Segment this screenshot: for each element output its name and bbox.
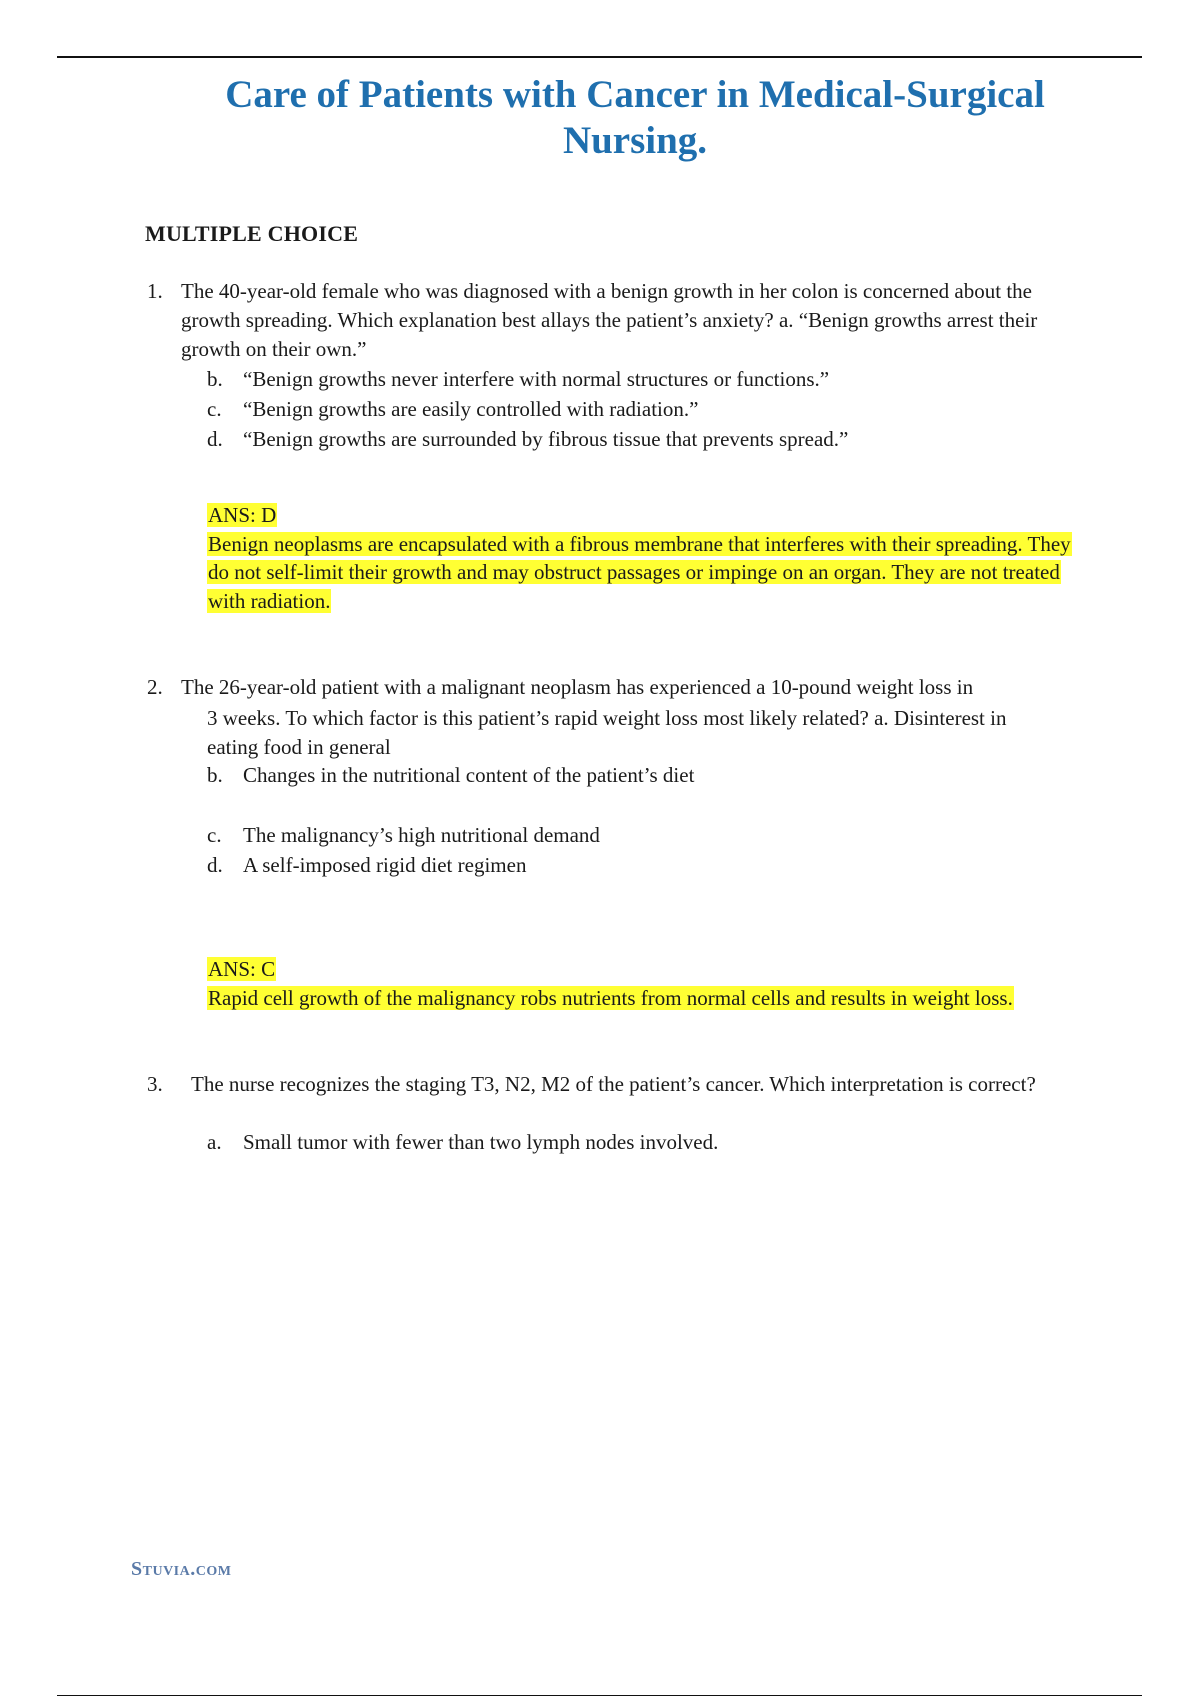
option-text: “Benign growths are easily controlled with radiation.” (243, 397, 699, 421)
answer-rationale: Benign neoplasms are encapsulated with a fibrous membrane that interferes with their spreading. They do not self-limit their growth and may obstruct passages or impinge on an organ. They are not treated with radiation. (208, 531, 1071, 613)
section-heading: MULTIPLE CHOICE (145, 221, 359, 246)
answer-key: ANS: C (208, 957, 276, 981)
option-text: “Benign growths never interfere with normal structures or functions.” (243, 367, 830, 391)
question-number: 3. (147, 1072, 163, 1096)
question-2-answer-block (207, 955, 1087, 1012)
option-text: Small tumor with fewer than two lymph nodes involved. (243, 1130, 719, 1154)
question-1 (147, 277, 1107, 367)
option-letter: c. (207, 397, 222, 421)
bottom-rule (57, 1695, 1142, 1696)
top-rule (57, 56, 1142, 58)
option-letter: b. (207, 367, 223, 391)
question-3 (147, 1070, 1107, 1130)
question-1-answer-block (207, 501, 1087, 615)
answer-key: ANS: D (208, 503, 277, 527)
question-stem-continued: 3 weeks. To which factor is this patient’s rapid weight loss most likely related? a. Disinterest in eating food in general (207, 706, 1007, 759)
stuvia-logo: Stuvia.com (131, 1558, 232, 1580)
option-letter: d. (207, 427, 223, 451)
option-text: Changes in the nutritional content of the patient’s diet (243, 763, 695, 787)
question-2 (147, 673, 1107, 763)
option-text: The malignancy’s high nutritional demand (243, 823, 600, 847)
question-number: 2. (147, 675, 163, 699)
answer-rationale: Rapid cell growth of the malignancy robs nutrients from normal cells and results in weight loss. (208, 985, 1013, 1010)
option-text: A self-imposed rigid diet regimen (243, 853, 527, 877)
option-letter: a. (207, 1130, 222, 1154)
option-letter: b. (207, 763, 223, 787)
question-stem: The nurse recognizes the staging T3, N2, M2 of the patient’s cancer. Which interpretation is correct? (191, 1072, 1036, 1096)
option-letter: d. (207, 853, 223, 877)
option-text: “Benign growths are surrounded by fibrous tissue that prevents spread.” (243, 427, 849, 451)
question-stem-line-1: The 26-year-old patient with a malignant neoplasm has experienced a 10-pound weight loss in (181, 675, 974, 699)
option-letter: c. (207, 823, 222, 847)
question-stem: The 40-year-old female who was diagnosed with a benign growth in her colon is concerned about the growth spreading. Which explanation best allays the patient’s anxiety? a. “Benign growths arrest their growth on their own.” (181, 279, 1038, 361)
document-title: Care of Patients with Cancer in Medical-Surgical Nursing. (225, 73, 1045, 162)
question-number: 1. (147, 279, 163, 303)
